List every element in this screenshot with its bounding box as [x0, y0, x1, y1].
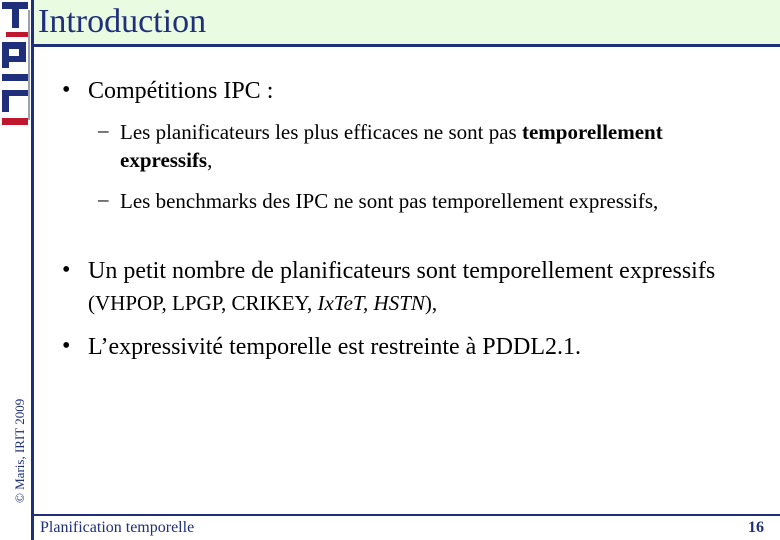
subbullet-text: Les benchmarks des IPC ne sont pas temporellement expressifs,: [120, 189, 659, 213]
sidebar: [0, 0, 32, 540]
bullet-text: Compétitions IPC :: [88, 78, 274, 104]
bullet-text: L’expressivité temporelle est restreinte à PDDL2.1.: [88, 334, 581, 360]
footer-title: Planification temporelle: [40, 519, 195, 536]
title-rule: [34, 44, 780, 47]
bullet-marker: •: [62, 77, 71, 103]
footer-rule: [34, 514, 780, 516]
bullet-marker: •: [62, 257, 71, 283]
bullet-text: Un petit nombre de planificateurs sont temporellement expressifs (VHPOP, LPGP, CRIKEY, IxTeT, HSTN),: [88, 258, 716, 315]
irit-logo: [0, 0, 32, 132]
left-rule: [31, 0, 34, 540]
subbullet-text: Les planificateurs les plus efficaces ne sont pas temporellement expressifs,: [120, 120, 663, 172]
copyright-text: © Maris, IRIT 2009: [12, 398, 27, 503]
subbullet-marker: –: [98, 118, 109, 142]
page-number: 16: [748, 519, 764, 536]
bullet-marker: •: [62, 333, 71, 359]
subbullet-marker: –: [98, 187, 109, 211]
slide-title: Introduction: [38, 3, 207, 40]
emphasis-text: temporellement expressifs: [120, 120, 663, 172]
